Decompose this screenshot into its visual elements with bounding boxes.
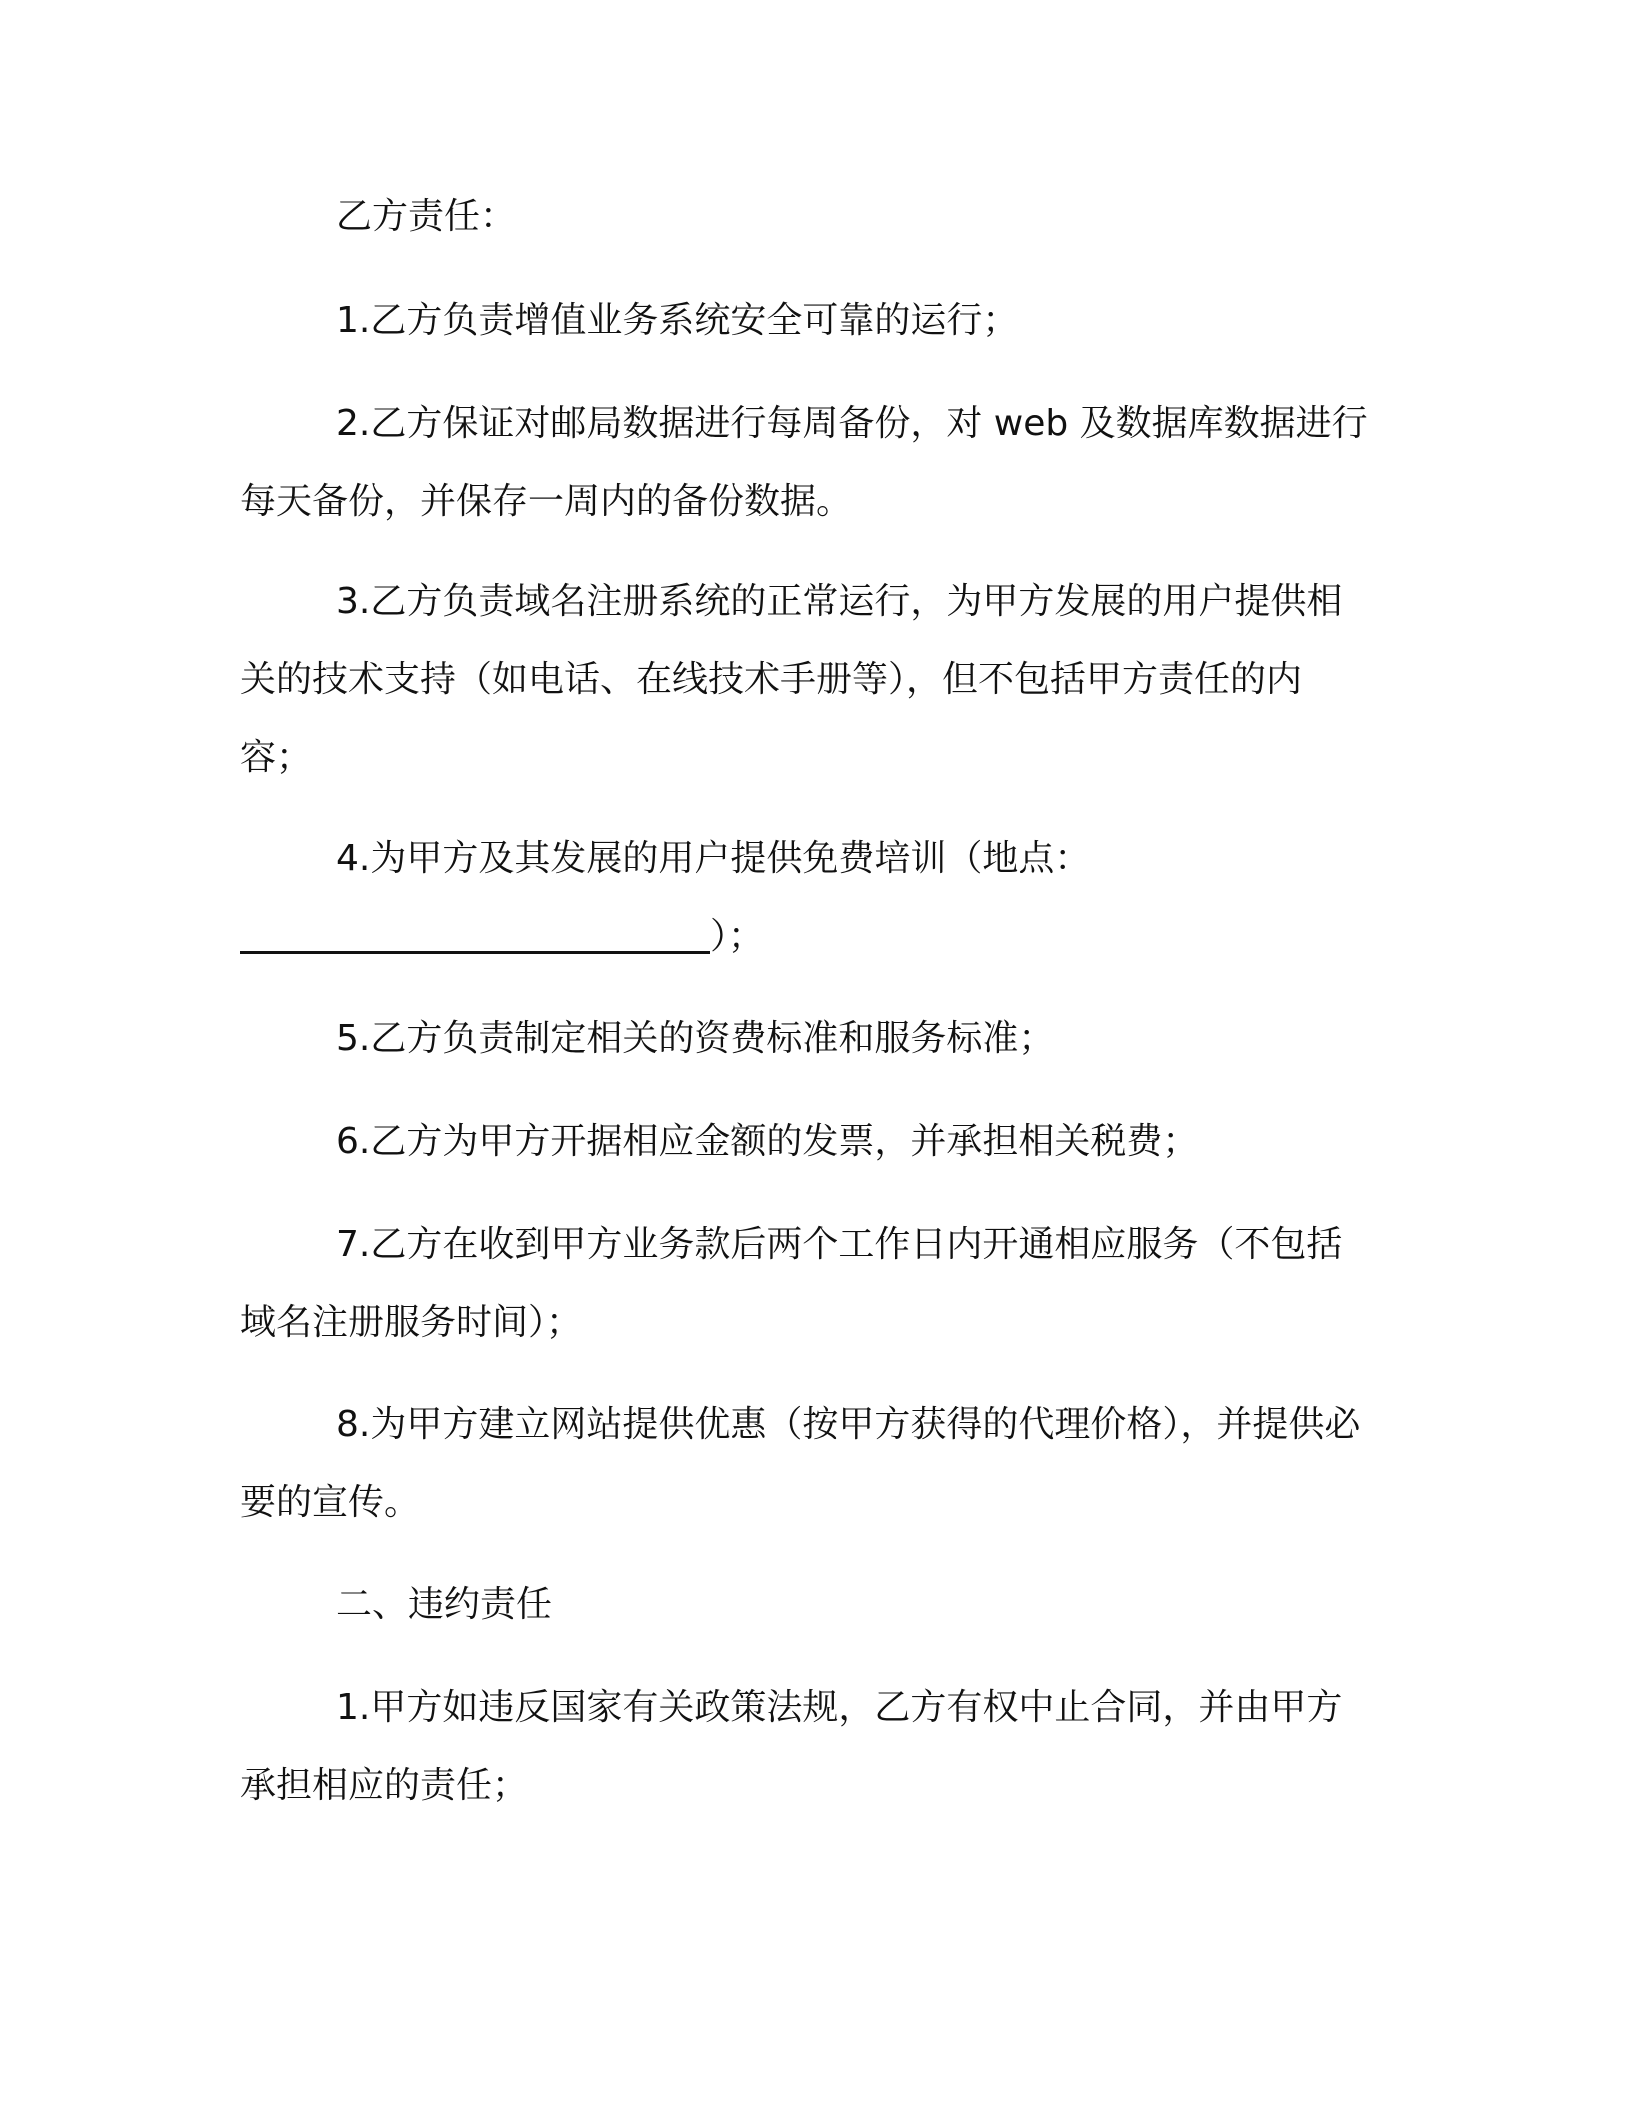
clause-7: 7.乙方在收到甲方业务款后两个工作日内开通相应服务（不包括域名注册服务时间）；: [240, 1224, 1343, 1343]
clause-4: [240, 820, 1370, 976]
clause-4-text: 4.为甲方及其发展的用户提供免费培训（地点：: [336, 838, 1091, 879]
breach-clause-1: 1.甲方如违反国家有关政策法规，乙方有权中止合同，并由甲方承担相应的责任；: [240, 1687, 1343, 1806]
clause-1: 1.乙方负责增值业务系统安全可靠的运行；: [336, 300, 1019, 341]
clause-5: 5.乙方负责制定相关的资费标准和服务标准；: [336, 1018, 1055, 1059]
clause-3: 3.乙方负责域名注册系统的正常运行，为甲方发展的用户提供相关的技术支持（如电话、在线技术手册等），但不包括甲方责任的内容；: [240, 581, 1343, 778]
clause-2: 2.乙方保证对邮局数据进行每周备份，对 web 及数据库数据进行每天备份，并保存一周内的备份数据。: [240, 403, 1368, 522]
section-heading-breach: 二、违约责任: [336, 1584, 553, 1625]
clause-4-blank-line: [144, 898, 764, 976]
clause-4-close: ）；: [710, 916, 765, 957]
section-heading-party-b: 乙方责任：: [336, 196, 517, 237]
clause-6: 6.乙方为甲方开据相应金额的发票，并承担相关税费；: [336, 1121, 1199, 1162]
clause-8: 8.为甲方建立网站提供优惠（按甲方获得的代理价格），并提供必要的宣传。: [240, 1404, 1361, 1523]
